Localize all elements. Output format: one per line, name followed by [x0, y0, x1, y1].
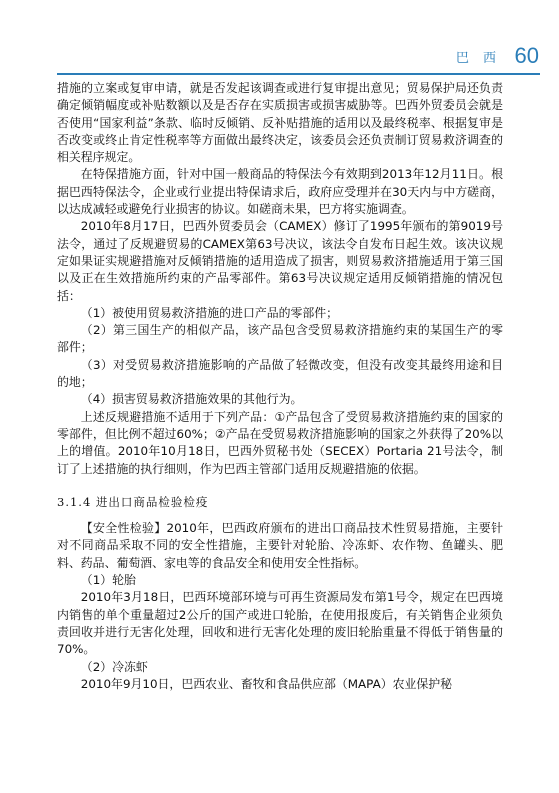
paragraph-2: 在特保措施方面，针对中国一般商品的特保法今有效期到2013年12月11日。根据巴西特保法令，企业或行业提出特保请求后，政府应受理并在30天内与中方磋商，以达成减轻或避免行业损害的协议。如磋商未果，巴方将实施调查。	[57, 167, 503, 217]
paragraph-6: 2010年3月18日，巴西环境部环境与可再生资源局发布第1号令，规定在巴西境内销售的单个重量超过2公斤的国产或进口轮胎，在使用报废后，有关销售企业须负责回收并进行无害化处理，回收和进行无害化处理的废旧轮胎重量不得低于销售量的70%。	[57, 590, 503, 657]
paragraph-1: 措施的立案或复审申请，就是否发起该调查或进行复审提出意见；贸易保护局还负责确定倾销幅度或补贴数额以及是否存在实质损害或损害威胁等。巴西外贸委员会就是否使用“国家利益”条款、临时反倾销、反补贴措施的适用以及最终税率、根据复审是否改变或终止肯定性税率等方面做出最终决定，该委员会还负责制订贸易救济调查的相关程序规定。	[57, 81, 503, 165]
body-text	[57, 80, 503, 693]
paragraph-3: 2010年8月17日，巴西外贸委员会（CAMEX）修订了1995年颁布的第9019号法令，通过了反规避贸易的CAMEX第63号决议，该法令自发布日起生效。该决议规定如果证实规避措施对反倾销措施的适用造成了损害，则贸易救济措施适用于第三国以及正在生效措施所约束的产品零部件。第63号决议规定适用反倾销措施的情况包括：	[57, 219, 503, 303]
subheading-frozen-shrimp: （2）冷冻虾	[80, 659, 148, 674]
list-item-2: （2）第三国生产的相似产品，该产品包含受贸易救济措施约束的某国生产的零部件；	[57, 323, 503, 355]
section-heading: 3.1.4 进出口商品检验检疫	[57, 494, 209, 509]
header-country: 巴 西	[455, 51, 501, 66]
paragraph-4: 上述反规避措施不适用于下列产品：①产品包含了受贸易救济措施约束的国家的零部件，但比例不超过60%；②产品在受贸易救济措施影响的国家之外获得了20%以上的增值。2010年10月18日，巴西外贸秘书处（SECEX）Portaria 21号法令，制订了上述措施的执行细则，作为巴西主管部门适用反规避措施的依据。	[57, 409, 503, 476]
subheading-tires: （1）轮胎	[80, 573, 136, 588]
paragraph-5: 【安全性检验】2010年，巴西政府颁布的进出口商品技术性贸易措施，主要针对不同商品采取不同的安全性措施，主要针对轮胎、冷冻虾、农作物、鱼罐头、肥料、药品、葡萄酒、家电等的食品安全和使用安全性指标。	[57, 521, 503, 570]
list-item-4: （4）损害贸易救济措施效果的其他行为。	[80, 392, 303, 407]
list-item-3: （3）对受贸易救济措施影响的产品做了轻微改变，但没有改变其最终用途和目的地；	[57, 357, 503, 390]
page-header	[0, 40, 559, 84]
page-number: 60	[514, 43, 539, 68]
header-rule	[57, 73, 540, 75]
list-item-1: （1）被使用贸易救济措施的进口产品的零部件；	[80, 305, 339, 320]
paragraph-7: 2010年9月10日，巴西农业、畜牧和食品供应部（MAPA）农业保护秘	[80, 676, 453, 691]
